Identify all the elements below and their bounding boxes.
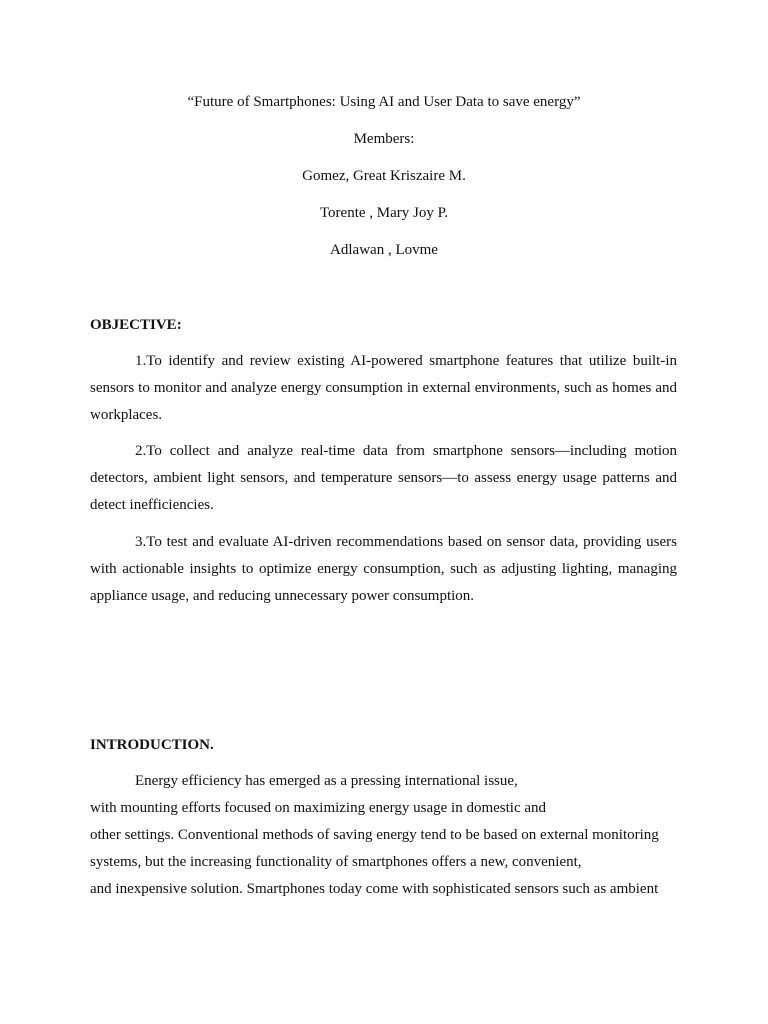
introduction-heading: INTRODUCTION. xyxy=(90,737,214,753)
document-title: “Future of Smartphones: Using AI and User Data to save energy” xyxy=(187,94,581,110)
introduction-line: systems, but the increasing functionality of smartphones offers a new, convenient, xyxy=(90,854,582,870)
members-label: Members: xyxy=(353,131,415,147)
introduction-line: Energy efficiency has emerged as a pressing international issue, xyxy=(135,773,518,789)
objective-item: 3.To test and evaluate AI-driven recommendations based on sensor data, providing users with actionable insights to optimize energy consumption, such as adjusting lighting, managing appliance usage, and reducing unnecessary power consumption. xyxy=(90,534,677,604)
introduction-body xyxy=(90,768,690,903)
objective-heading: OBJECTIVE: xyxy=(90,317,182,333)
introduction-line: and inexpensive solution. Smartphones today come with sophisticated sensors such as ambient xyxy=(90,881,659,897)
member-name: Adlawan , Lovme xyxy=(330,242,438,258)
introduction-line: with mounting efforts focused on maximizing energy usage in domestic and xyxy=(90,800,547,816)
objective-item: 1.To identify and review existing AI-powered smartphone features that utilize built-in sensors to monitor and analyze energy consumption in external environments, such as homes and workplaces. xyxy=(90,353,677,423)
member-name: Gomez, Great Kriszaire M. xyxy=(302,168,466,184)
member-name: Torente , Mary Joy P. xyxy=(319,205,449,221)
introduction-line: other settings. Conventional methods of saving energy tend to be based on external monitoring xyxy=(90,827,659,843)
objective-item: 2.To collect and analyze real-time data from smartphone sensors—including motion detectors, ambient light sensors, and temperature sensors—to assess energy usage patterns and detect inefficiencies. xyxy=(90,443,677,513)
